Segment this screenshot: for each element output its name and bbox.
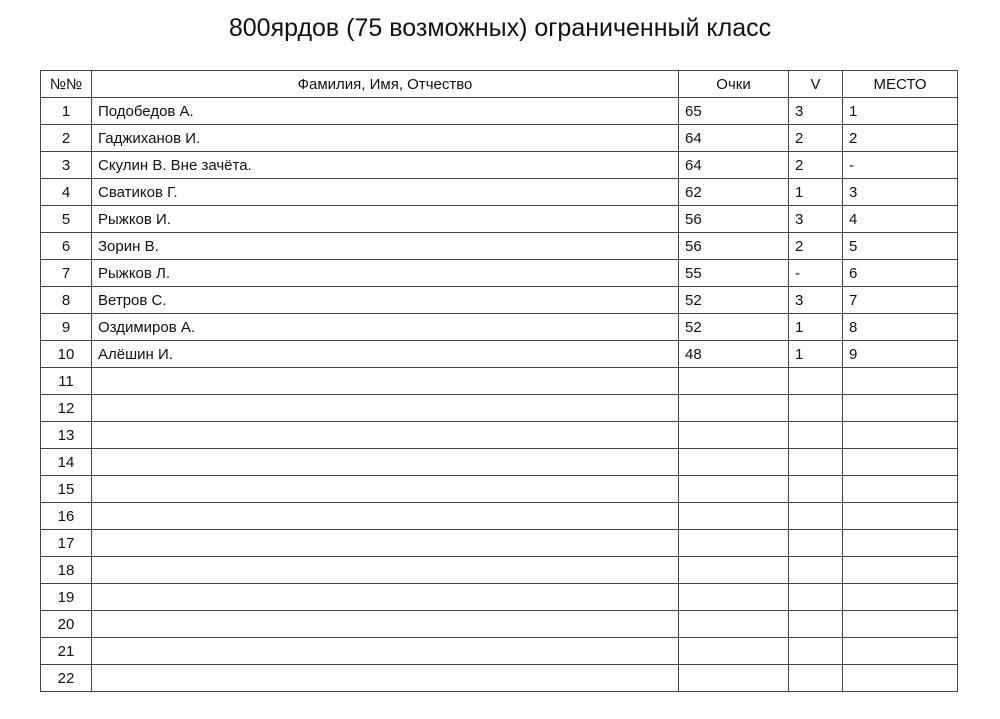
cell-name [92, 530, 679, 557]
cell-place [843, 422, 958, 449]
cell-place: 8 [843, 314, 958, 341]
cell-name [92, 584, 679, 611]
cell-v [789, 611, 843, 638]
cell-num: 21 [41, 638, 92, 665]
table-row [41, 665, 958, 692]
cell-v: 2 [789, 125, 843, 152]
cell-place [843, 638, 958, 665]
cell-name [92, 422, 679, 449]
cell-place: 5 [843, 233, 958, 260]
cell-num: 9 [41, 314, 92, 341]
table-row [41, 584, 958, 611]
cell-name: Ветров С. [92, 287, 679, 314]
cell-points [679, 476, 789, 503]
header-place: МЕСТО [843, 71, 958, 98]
cell-v [789, 368, 843, 395]
table-row [41, 179, 958, 206]
cell-points: 55 [679, 260, 789, 287]
cell-num: 3 [41, 152, 92, 179]
cell-points: 52 [679, 314, 789, 341]
cell-name: Рыжков Л. [92, 260, 679, 287]
cell-num: 7 [41, 260, 92, 287]
cell-num: 13 [41, 422, 92, 449]
cell-place [843, 530, 958, 557]
cell-name [92, 503, 679, 530]
table-row [41, 206, 958, 233]
cell-num: 5 [41, 206, 92, 233]
cell-num: 16 [41, 503, 92, 530]
table-row [41, 260, 958, 287]
results-table [40, 70, 958, 692]
cell-num: 10 [41, 341, 92, 368]
cell-place: 4 [843, 206, 958, 233]
cell-place: 6 [843, 260, 958, 287]
cell-v [789, 584, 843, 611]
cell-num: 11 [41, 368, 92, 395]
cell-name: Сватиков Г. [92, 179, 679, 206]
cell-num: 22 [41, 665, 92, 692]
cell-place [843, 503, 958, 530]
cell-v [789, 530, 843, 557]
header-name: Фамилия, Имя, Отчество [92, 71, 679, 98]
cell-place [843, 584, 958, 611]
table-row [41, 368, 958, 395]
cell-v: 2 [789, 233, 843, 260]
cell-name [92, 476, 679, 503]
cell-num: 4 [41, 179, 92, 206]
cell-name [92, 395, 679, 422]
cell-num: 1 [41, 98, 92, 125]
cell-name [92, 557, 679, 584]
table-row [41, 395, 958, 422]
cell-name: Скулин В. Вне зачёта. [92, 152, 679, 179]
table-row [41, 557, 958, 584]
cell-points: 56 [679, 233, 789, 260]
cell-num: 18 [41, 557, 92, 584]
table-header-row [41, 71, 958, 98]
cell-num: 20 [41, 611, 92, 638]
cell-place [843, 368, 958, 395]
cell-name [92, 665, 679, 692]
cell-num: 15 [41, 476, 92, 503]
cell-points: 48 [679, 341, 789, 368]
cell-v [789, 557, 843, 584]
table-row [41, 422, 958, 449]
cell-points: 64 [679, 152, 789, 179]
cell-points [679, 422, 789, 449]
table-row [41, 341, 958, 368]
cell-v: 3 [789, 287, 843, 314]
cell-num: 14 [41, 449, 92, 476]
cell-points: 52 [679, 287, 789, 314]
cell-points [679, 638, 789, 665]
cell-points: 65 [679, 98, 789, 125]
cell-place: 2 [843, 125, 958, 152]
cell-points [679, 449, 789, 476]
cell-name: Гаджиханов И. [92, 125, 679, 152]
table-row [41, 449, 958, 476]
cell-place [843, 665, 958, 692]
cell-place [843, 395, 958, 422]
cell-v: - [789, 260, 843, 287]
cell-v: 3 [789, 98, 843, 125]
cell-name [92, 611, 679, 638]
cell-points [679, 665, 789, 692]
cell-place: 9 [843, 341, 958, 368]
cell-v [789, 449, 843, 476]
table-row [41, 98, 958, 125]
cell-place [843, 611, 958, 638]
cell-v [789, 395, 843, 422]
header-num: №№ [41, 71, 92, 98]
cell-v: 1 [789, 179, 843, 206]
table-row [41, 287, 958, 314]
cell-v [789, 476, 843, 503]
cell-v: 2 [789, 152, 843, 179]
table-row [41, 503, 958, 530]
cell-points [679, 503, 789, 530]
table-row [41, 125, 958, 152]
cell-v [789, 422, 843, 449]
cell-place: 1 [843, 98, 958, 125]
document-title: 800ярдов (75 возможных) ограниченный класс [228, 14, 772, 42]
cell-name [92, 638, 679, 665]
cell-points [679, 584, 789, 611]
cell-place [843, 449, 958, 476]
header-points: Очки [679, 71, 789, 98]
cell-v [789, 665, 843, 692]
cell-name: Подобедов А. [92, 98, 679, 125]
cell-name: Рыжков И. [92, 206, 679, 233]
cell-place: 7 [843, 287, 958, 314]
cell-num: 8 [41, 287, 92, 314]
cell-num: 17 [41, 530, 92, 557]
cell-points: 62 [679, 179, 789, 206]
cell-place: 3 [843, 179, 958, 206]
cell-points [679, 530, 789, 557]
cell-num: 19 [41, 584, 92, 611]
cell-name: Оздимиров А. [92, 314, 679, 341]
cell-num: 12 [41, 395, 92, 422]
table-row [41, 611, 958, 638]
cell-place [843, 557, 958, 584]
cell-name [92, 449, 679, 476]
cell-place: - [843, 152, 958, 179]
table-row [41, 233, 958, 260]
header-v: V [789, 71, 843, 98]
cell-v: 3 [789, 206, 843, 233]
cell-num: 6 [41, 233, 92, 260]
cell-points: 56 [679, 206, 789, 233]
cell-num: 2 [41, 125, 92, 152]
cell-name: Алёшин И. [92, 341, 679, 368]
cell-v [789, 503, 843, 530]
cell-v: 1 [789, 314, 843, 341]
cell-points: 64 [679, 125, 789, 152]
cell-name [92, 368, 679, 395]
table-row [41, 314, 958, 341]
cell-v [789, 638, 843, 665]
cell-name: Зорин В. [92, 233, 679, 260]
table-row [41, 530, 958, 557]
cell-v: 1 [789, 341, 843, 368]
cell-points [679, 611, 789, 638]
table-row [41, 638, 958, 665]
cell-points [679, 368, 789, 395]
cell-place [843, 476, 958, 503]
cell-points [679, 395, 789, 422]
cell-points [679, 557, 789, 584]
table-row [41, 152, 958, 179]
table-row [41, 476, 958, 503]
